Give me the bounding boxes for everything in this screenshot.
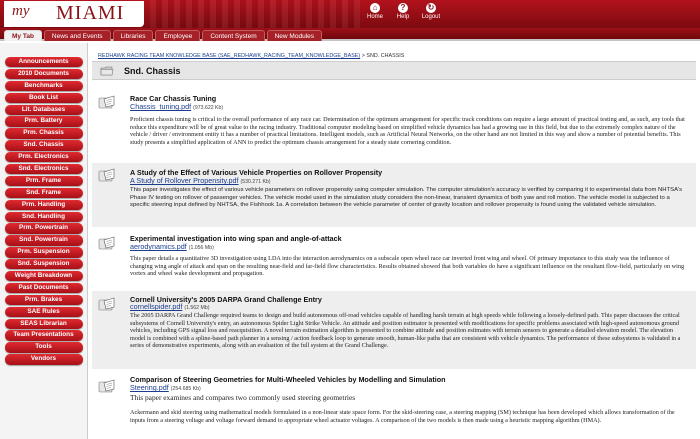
- document-description: Ackermann and skid steering using mathematical models formulated in a non-linear state space form. For the skid-steering case, a steering mapping (SM) technique has been developed which allows transformation of the inputs from a steering voltage and voltage forward demand to appropriate wheel actuator voltages. A comparison of the two models is then made using a heuristic mapping algorithm (HMA).: [130, 409, 675, 424]
- file-line: [130, 302, 209, 311]
- sidebar-item-prm-suspension[interactable]: Prm. Suspension: [5, 247, 83, 257]
- breadcrumb: [98, 53, 404, 59]
- file-link[interactable]: Chassis_tuning.pdf: [130, 102, 192, 111]
- sidebar-item-snd-frame[interactable]: Snd. Frame: [5, 188, 83, 198]
- tab-strip: [4, 30, 322, 41]
- sidebar-item-snd-electronics[interactable]: Snd. Electronics: [5, 164, 83, 174]
- file-line: [130, 176, 271, 185]
- main-content: [92, 43, 696, 439]
- main-nav: [0, 28, 700, 41]
- document-title: A Study of the Effect of Various Vehicle Properties on Rollover Propensity: [130, 168, 383, 177]
- sidebar-item-prm-chassis[interactable]: Prm. Chassis: [5, 128, 83, 138]
- sidebar-item-snd-powertrain[interactable]: Snd. Powertrain: [5, 235, 83, 245]
- document-entry: [92, 373, 696, 439]
- sidebar-item-prm-powertrain[interactable]: Prm. Powertrain: [5, 223, 83, 233]
- breadcrumb-current: > SND. CHASSIS: [360, 53, 405, 59]
- sidebar: [0, 43, 88, 439]
- document-description: The 2005 DARPA Grand Challenge required teams to design and build autonomous off-road vehicles capable of handling harsh terrain at high speeds while following a loosely-defined path. This paper discusses the critical subsystems of Cornell University's entry, an autonomous Spider Light Strike Vehicle. An attitude and position estimator is presented with modifications for specific problems associated with high-speed autonomous ground vehicles, including GPS signal loss and reacquisition. A novel terrain estimation algorithm is presented to combine attitude and position estimates with terrain sensors to generate a detailed elevation model. The elevation model is combined with a spline-based path planner in a sensing / action feedback loop to generate smooth, human-like paths that are consistent with vehicle dynamics. The performance of these subsystems is validated in a series of demonstrative experiments, along with an evaluation of the full system at the Grand Challenge.: [130, 312, 681, 350]
- document-description-intro: This paper examines and compares two commonly used steering geometries: [130, 393, 356, 402]
- help-link[interactable]: [392, 3, 414, 20]
- document-description: Proficient chassis tuning is critical to the overall performance of any race car. Determination of the optimum arrangement for specific track conditions can require a large amount of practical testing and, as such, any tools that reduce this expenditure will be of great value to the racing industry. Traditional computer modeling based on simplified vehicle dynamics has had a growing use in this field, but due to the extremely complex nature of the vehicle / driver / environment entity it has a number of practical limitations. Intelligent models, such as Artificial Neural Networks, on the other hand are not limited in this way and show a number of potential benefits. This study presents a simplified application of ANN to predict the optimum chassis arrangement for a steady state cornering condition.: [130, 116, 685, 146]
- sidebar-item-2010-documents[interactable]: 2010 Documents: [5, 69, 83, 79]
- sidebar-item-prm-battery[interactable]: Prm. Battery: [5, 116, 83, 126]
- sidebar-item-snd-handling[interactable]: Snd. Handling: [5, 212, 83, 222]
- logout-link-label: Logout: [421, 14, 441, 20]
- tab-content-system[interactable]: Content System: [202, 30, 264, 41]
- page-title: Snd. Chassis: [124, 66, 181, 76]
- sidebar-item-book-list[interactable]: Book List: [5, 93, 83, 103]
- document-icon: [98, 236, 116, 250]
- sidebar-item-snd-suspension[interactable]: Snd. Suspension: [5, 259, 83, 269]
- file-size: (1.562 Mb): [184, 305, 210, 311]
- document-title: Race Car Chassis Tuning: [130, 94, 217, 103]
- sidebar-item-snd-chassis[interactable]: Snd. Chassis: [5, 140, 83, 150]
- document-title: Comparison of Steering Geometries for Multi-Wheeled Vehicles by Modelling and Simulation: [130, 375, 446, 384]
- sidebar-item-seas-librarian[interactable]: SEAS Librarian: [5, 319, 83, 329]
- site-header: [0, 0, 700, 28]
- sidebar-item-tools[interactable]: Tools: [5, 342, 83, 352]
- home-link[interactable]: [364, 3, 386, 20]
- sidebar-item-prm-frame[interactable]: Prm. Frame: [5, 176, 83, 186]
- header-building-image: [150, 0, 360, 28]
- logout-icon: ↻: [427, 3, 435, 12]
- file-link[interactable]: Steering.pdf: [130, 383, 169, 392]
- help-icon: ?: [398, 3, 408, 13]
- document-entry: [92, 231, 696, 287]
- tab-new-modules[interactable]: New Modules: [267, 30, 322, 41]
- document-title: Experimental investigation into wing span and angle-of-attack: [130, 234, 342, 243]
- tab-employee[interactable]: Employee: [155, 30, 200, 41]
- file-link[interactable]: A Study of Rollover Propensity.pdf: [130, 176, 239, 185]
- file-line: [130, 242, 214, 251]
- document-description: This paper investigates the effect of various vehicle parameters on rollover propensity using computer simulation. The computer simulation's accuracy is verified by comparing it to experimental data from NHTSA's Phase IV testing on rollover of passenger vehicles. The vehicle model used in the simulation study considers the non-linear, transient dynamics of both yaw and roll motion. The vehicle model is subjected to a specific steering input defined by NHTSA, the Fishhook 1a. A correlation between the vehicle parameter of center of gravity location and rollover propensity is found using the validated vehicle simulation.: [130, 187, 683, 209]
- file-link[interactable]: aerodynamics.pdf: [130, 242, 187, 251]
- sidebar-item-prm-brakes[interactable]: Prm. Brakes: [5, 295, 83, 305]
- tab-my-tab[interactable]: My Tab: [4, 30, 42, 41]
- file-size: (530.271 Kb): [240, 179, 271, 185]
- document-entry: [92, 291, 696, 369]
- document-icon: [98, 297, 116, 311]
- document-description: This paper details a quantitative 3D investigation using LDA into the interaction aerodynamics on a subscale open wheel race car inverted front wing and wheel. Of primary importance to this study was the influence of changing wing angle of attack and span on the resulting near-field and far-field flow characteristics. Results obtained showed that both variables do have a significant influence on the resultant flow-field, particularly on wing vortex and wheel wake development and propagation.: [130, 255, 685, 278]
- tab-libraries[interactable]: Libraries: [113, 30, 154, 41]
- document-icon: [98, 168, 116, 182]
- mymiami-logo[interactable]: [4, 1, 144, 27]
- document-icon: [98, 95, 116, 109]
- file-line: [130, 383, 201, 392]
- logout-link[interactable]: [420, 3, 442, 20]
- document-icon: [98, 379, 116, 393]
- home-icon: ⌂: [370, 3, 380, 13]
- sidebar-item-lit-databases[interactable]: Lit. Databases: [5, 105, 83, 115]
- sidebar-item-sae-rules[interactable]: SAE Rules: [5, 307, 83, 317]
- folder-icon: [100, 65, 114, 77]
- file-size: (1.056 Mb): [188, 245, 214, 251]
- help-link-label: Help: [396, 14, 410, 20]
- tab-news-and-events[interactable]: News and Events: [44, 30, 111, 41]
- file-size: (254.685 Kb): [170, 386, 201, 392]
- sidebar-item-announcements[interactable]: Announcements: [5, 57, 83, 67]
- sidebar-item-prm-handling[interactable]: Prm. Handling: [5, 200, 83, 210]
- logo-my-text: my: [12, 3, 30, 19]
- file-line: [130, 102, 223, 111]
- sidebar-item-weight-breakdown[interactable]: Weight Breakdown: [5, 271, 83, 281]
- sidebar-item-benchmarks[interactable]: Benchmarks: [5, 81, 83, 91]
- home-link-label: Home: [366, 14, 383, 20]
- sidebar-item-prm-electronics[interactable]: Prm. Electronics: [5, 152, 83, 162]
- page-title-bar: [92, 61, 696, 80]
- document-entry: [92, 163, 696, 227]
- file-size: (973.622 Kb): [193, 105, 224, 111]
- header-links: [364, 3, 442, 20]
- sidebar-item-team-presentations[interactable]: Team Presentations: [5, 330, 83, 340]
- breadcrumb-knowledge-base-link[interactable]: REDHAWK RACING TEAM KNOWLEDGE BASE (SAE_REDHAWK_RACING_TEAM_KNOWLEDGE_BASE): [98, 53, 361, 59]
- sidebar-item-past-documents[interactable]: Past Documents: [5, 283, 83, 293]
- document-title: Cornell University's 2005 DARPA Grand Challenge Entry: [130, 295, 322, 304]
- logo-miami-text: MIAMI: [56, 2, 125, 24]
- file-link[interactable]: cornellspider.pdf: [130, 302, 183, 311]
- document-entry: [92, 90, 696, 158]
- sidebar-item-vendors[interactable]: Vendors: [5, 354, 83, 364]
